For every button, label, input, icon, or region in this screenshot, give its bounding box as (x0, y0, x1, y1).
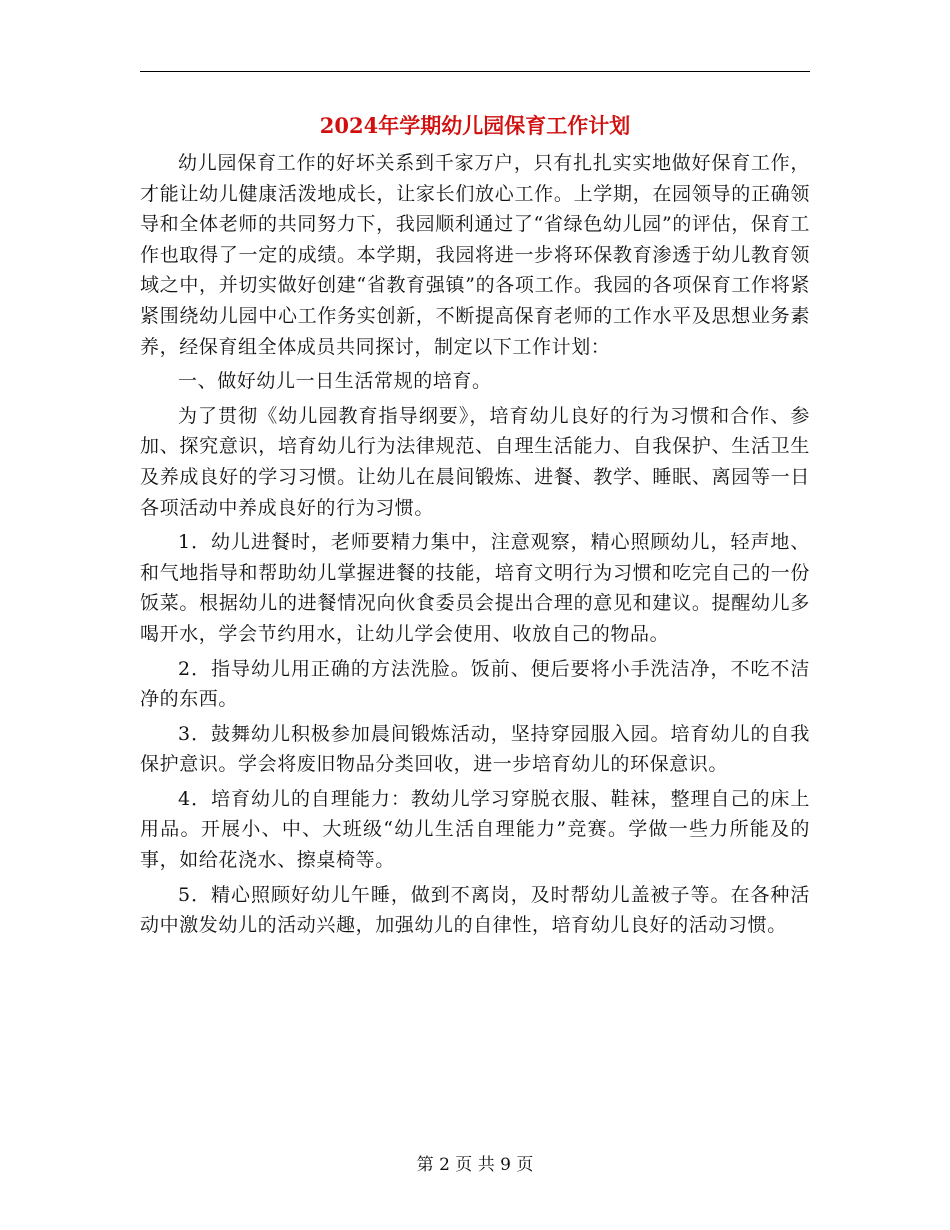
document-title: 2024年学期幼儿园保育工作计划 (319, 113, 631, 138)
document-body (140, 148, 810, 945)
list-item-3: 3．鼓舞幼儿积极参加晨间锻炼活动，坚持穿园服入园。培育幼儿的自我保护意识。学会将废旧物品分类回收，进一步培育幼儿的环保意识。 (140, 722, 810, 776)
page-number-footer: 第 2 页 共 9 页 (416, 1155, 534, 1175)
list-item-2: 2．指导幼儿用正确的方法洗脸。饭前、便后要将小手洗洁净，不吃不洁净的东西。 (140, 657, 810, 711)
list-item-4: 4．培育幼儿的自理能力：教幼儿学习穿脱衣服、鞋袜，整理自己的床上用品。开展小、中、大班级“幼儿生活自理能力”竞赛。学做一些力所能及的事，如给花浇水、擦桌椅等。 (140, 787, 810, 872)
header-rule (140, 71, 810, 72)
list-item-5: 5．精心照顾好幼儿午睡，做到不离岗，及时帮幼儿盖被子等。在各种活动中激发幼儿的活动兴趣，加强幼儿的自律性，培育幼儿良好的活动习惯。 (140, 883, 810, 937)
intro-paragraph: 幼儿园保育工作的好坏关系到千家万户，只有扎扎实实地做好保育工作，才能让幼儿健康活泼地成长，让家长们放心工作。上学期，在园领导的正确领导和全体老师的共同努力下，我园顺利通过了“省绿色幼儿园”的评估，保育工作也取得了一定的成绩。本学期，我园将进一步将环保教育渗透于幼儿教育领域之中，并切实做好创建“省教育强镇”的各项工作。我园的各项保育工作将紧紧围绕幼儿园中心工作务实创新，不断提高保育老师的工作水平及思想业务素养，经保育组全体成员共同探讨，制定以下工作计划： (140, 152, 810, 358)
list-item-1: 1．幼儿进餐时，老师要精力集中，注意观察，精心照顾幼儿，轻声地、和气地指导和帮助幼儿掌握进餐的技能，培育文明行为习惯和吃完自己的一份饭菜。根据幼儿的进餐情况向伙食委员会提出合理的意见和建议。提醒幼儿多喝开水，学会节约用水，让幼儿学会使用、收放自己的物品。 (140, 531, 810, 645)
section-paragraph: 为了贯彻《幼儿园教育指导纲要》，培育幼儿良好的行为习惯和合作、参加、探究意识，培育幼儿行为法律规范、自理生活能力、自我保护、生活卫生及养成良好的学习习惯。让幼儿在晨间锻炼、进餐、教学、睡眠、离园等一日各项活动中养成良好的行为习惯。 (140, 404, 810, 519)
section-heading: 一、做好幼儿一日生活常规的培育。 (178, 370, 492, 393)
